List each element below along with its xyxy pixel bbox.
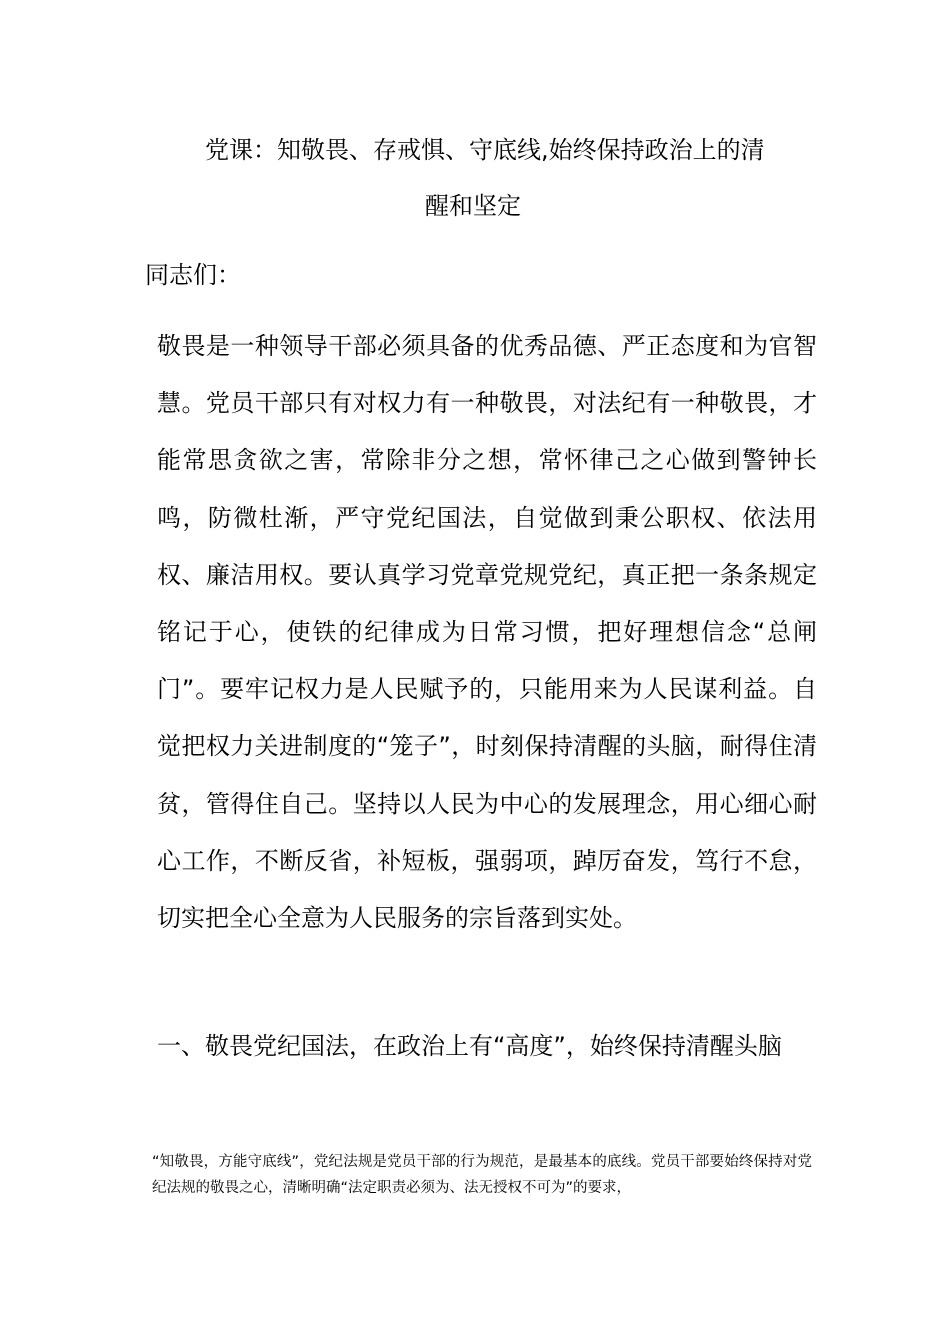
salutation: 同志们： xyxy=(145,261,241,289)
section-heading-1: 一、敬畏党纪国法，在政治上有“高度”，始终保持清醒头脑 xyxy=(157,1032,782,1060)
document-title-line-2: 醒和坚定 xyxy=(425,192,521,220)
document-title-line-1: 党课：知敬畏、存戒惧、守底线,始终保持政治上的清 xyxy=(205,136,765,164)
paragraph-section-1: “知敬畏，方能守底线”，党纪法规是党员干部的行为规范，是最基本的底线。党员干部要始终保持对党纪法规的敬畏之心，清晰明确“法定职责必须为、法无授权不可为”的要求， xyxy=(152,1154,812,1196)
paragraph-intro: 敬畏是一种领导干部必须具备的优秀品德、严正态度和为官智慧。党员干部只有对权力有一种敬畏，对法纪有一种敬畏，才能常思贪欲之害，常除非分之想，常怀律己之心做到警钟长鸣，防微杜渐，严守党纪国法，自觉做到秉公职权、依法用权、廉洁用权。要认真学习党章党规党纪，真正把一条条规定铭记于心，使铁的纪律成为日常习惯，把好理想信念“总闸门”。要牢记权力是人民赋予的，只能用来为人民谋利益。自觉把权力关进制度的“笼子”，时刻保持清醒的头脑，耐得住清贫，管得住自己。坚持以人民为中心的发展理念，用心细心耐心工作，不断反省，补短板，强弱项，踔厉奋发，笃行不怠，切实把全心全意为人民服务的宗旨落到实处。 xyxy=(157,332,817,933)
